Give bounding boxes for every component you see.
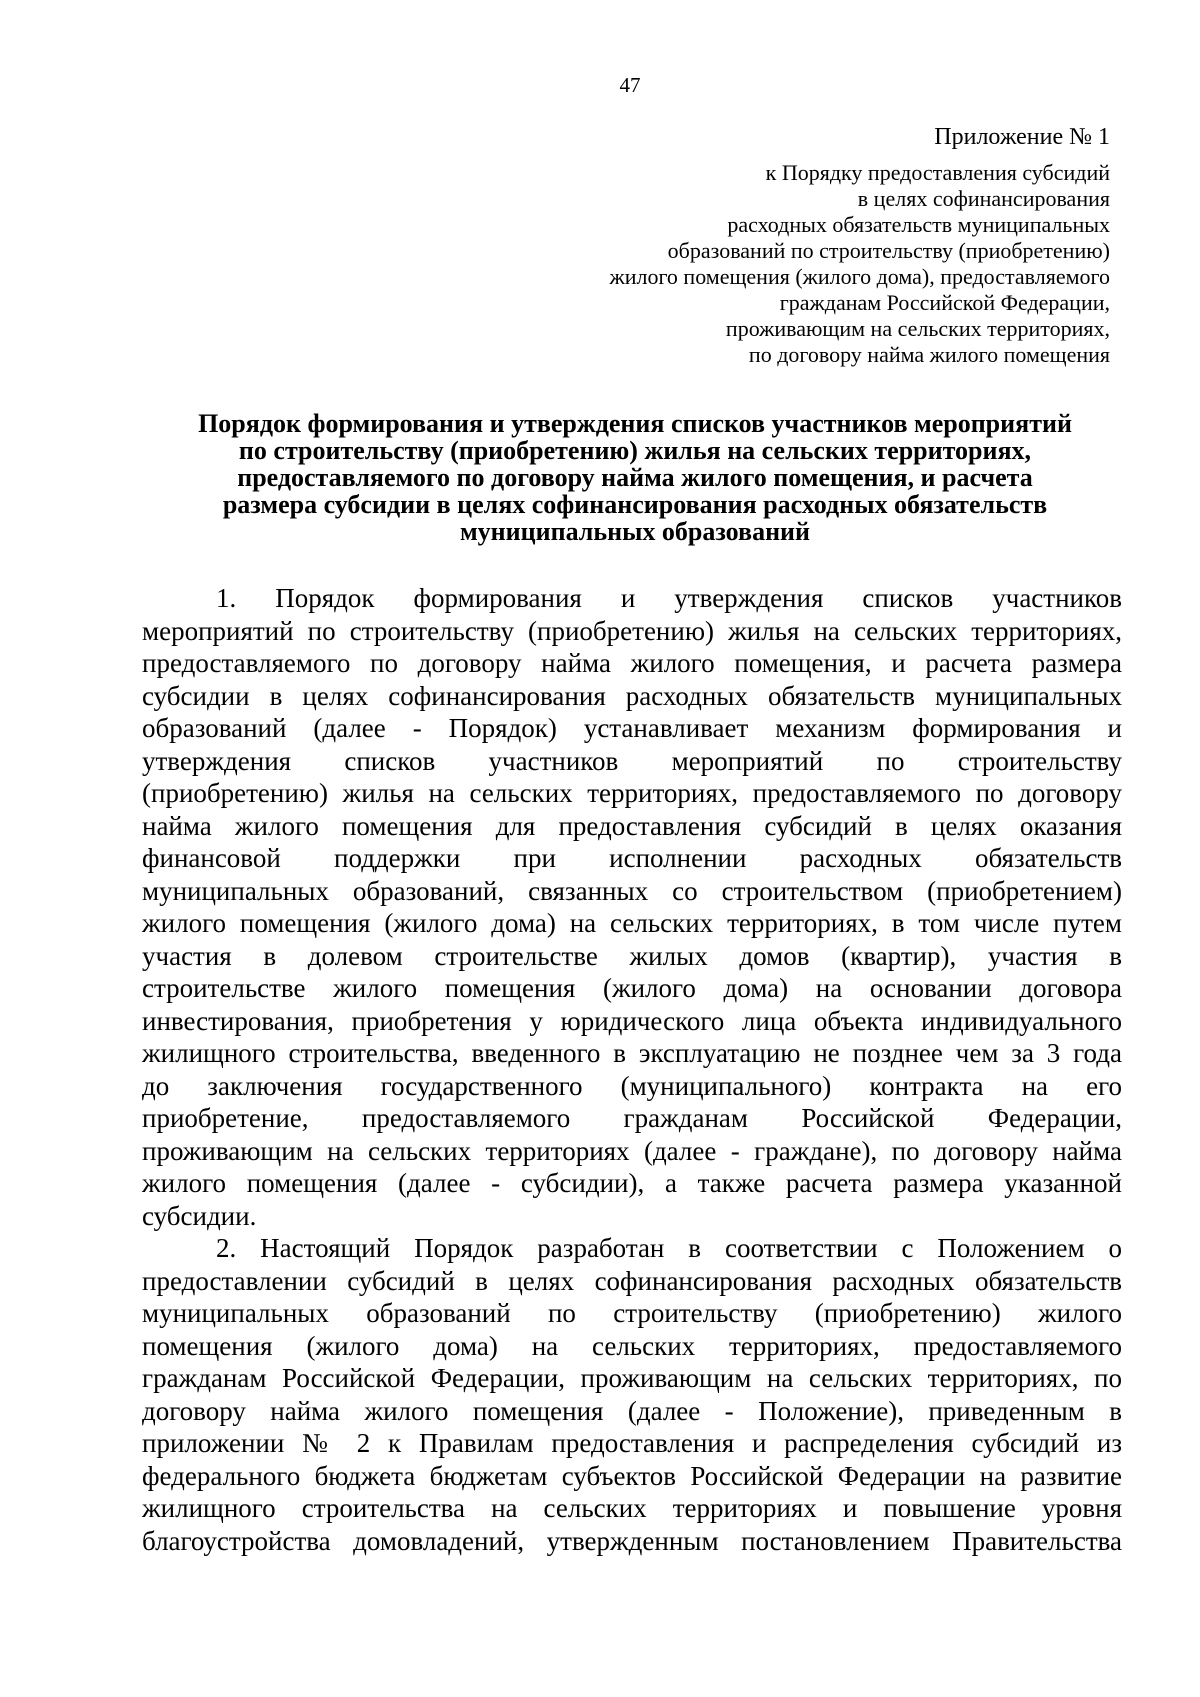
appendix-line: в целях софинансирования xyxy=(857,186,1110,211)
body-line: мероприятий по строительству (приобретению) жилья на сельских территориях, xyxy=(142,615,1122,646)
body-line: благоустройства домовладений, утвержденным постановлением Правительства xyxy=(142,1525,1122,1556)
body-line: субсидии в целях софинансирования расходных обязательств муниципальных xyxy=(142,680,1122,711)
body-line: гражданам Российской Федерации, проживающим на сельских территориях, по xyxy=(142,1363,1122,1393)
body-line: приобретение, предоставляемого гражданам Российской Федерации, xyxy=(142,1103,1122,1133)
body-line: 1. Порядок формирования и утверждения списков участников xyxy=(216,583,1122,613)
paragraph-1 xyxy=(142,582,1122,1232)
body-line: муниципальных образований по строительству (приобретению) жилого xyxy=(142,1298,1122,1328)
paragraph-2 xyxy=(142,1232,1122,1557)
body-line: предоставлении субсидий в целях софинансирования расходных обязательств xyxy=(142,1265,1122,1296)
appendix-line: жилого помещения (жилого дома), предоставляемого xyxy=(609,264,1110,289)
appendix-line: образований по строительству (приобретению) xyxy=(667,238,1110,263)
body-line: найма жилого помещения для предоставления субсидий в целях оказания xyxy=(142,810,1122,841)
body-line: до заключения государственного (муниципального) контракта на его xyxy=(142,1070,1122,1101)
body-line: утверждения списков участников мероприятий по строительству xyxy=(142,745,1122,776)
title-line: размера субсидии в целях софинансирования расходных обязательств xyxy=(222,490,1048,519)
body-line: предоставляемого по договору найма жилого помещения, и расчета размера xyxy=(142,648,1122,678)
body-line: проживающим на сельских территориях (далее - граждане), по договору найма xyxy=(142,1135,1122,1166)
body-line: субсидии. xyxy=(142,1200,257,1231)
body-line: помещения (жилого дома) на сельских территориях, предоставляемого xyxy=(142,1330,1122,1361)
body-line: жилого помещения (жилого дома) на сельских территориях, в том числе путем xyxy=(142,908,1122,938)
body-line: строительстве жилого помещения (жилого дома) на основании договора xyxy=(142,973,1122,1003)
body-line: участия в долевом строительстве жилых домов (квартир), участия в xyxy=(142,940,1122,971)
body-line: жилого помещения (далее - субсидии), а также расчета размера указанной xyxy=(142,1168,1122,1198)
appendix-reference xyxy=(490,160,1110,368)
body-line: муниципальных образований, связанных со строительством (приобретением) xyxy=(142,875,1122,906)
body-line: федерального бюджета бюджетам субъектов Российской Федерации на развитие xyxy=(142,1460,1122,1491)
appendix-line: к Порядку предоставления субсидий xyxy=(765,160,1110,185)
body-line: (приобретению) жилья на сельских территориях, предоставляемого по договору xyxy=(142,778,1122,808)
title-line: по строительству (приобретению) жилья на сельских территориях, xyxy=(238,436,1032,465)
body-line: 2. Настоящий Порядок разработан в соответствии с Положением о xyxy=(216,1233,1122,1263)
title-line: Порядок формирования и утверждения списков участников мероприятий xyxy=(198,409,1072,438)
appendix-line: проживающим на сельских территориях, xyxy=(725,316,1110,341)
appendix-line: расходных обязательств муниципальных xyxy=(727,212,1110,237)
page-number: 47 xyxy=(619,73,641,97)
body-line: образований (далее - Порядок) устанавливает механизм формирования и xyxy=(142,713,1122,743)
body-line: приложении № 2 к Правилам предоставления и распределения субсидий из xyxy=(142,1428,1122,1458)
title-line: муниципальных образований xyxy=(459,517,811,546)
appendix-label: Приложение № 1 xyxy=(934,124,1110,150)
body-line: жилищного строительства, введенного в эксплуатацию не позднее чем за 3 года xyxy=(142,1038,1122,1068)
appendix-line: гражданам Российской Федерации, xyxy=(779,290,1110,315)
body-line: договору найма жилого помещения (далее - Положение), приведенным в xyxy=(142,1395,1122,1426)
body-line: жилищного строительства на сельских территориях и повышение уровня xyxy=(142,1493,1122,1523)
body-line: финансовой поддержки при исполнении расходных обязательств xyxy=(142,843,1122,873)
body-line: инвестирования, приобретения у юридического лица объекта индивидуального xyxy=(142,1005,1122,1036)
document-title xyxy=(130,410,1140,545)
title-line: предоставляемого по договору найма жилого помещения, и расчета xyxy=(237,463,1033,492)
appendix-line: по договору найма жилого помещения xyxy=(748,342,1110,367)
document-body xyxy=(142,582,1122,1557)
